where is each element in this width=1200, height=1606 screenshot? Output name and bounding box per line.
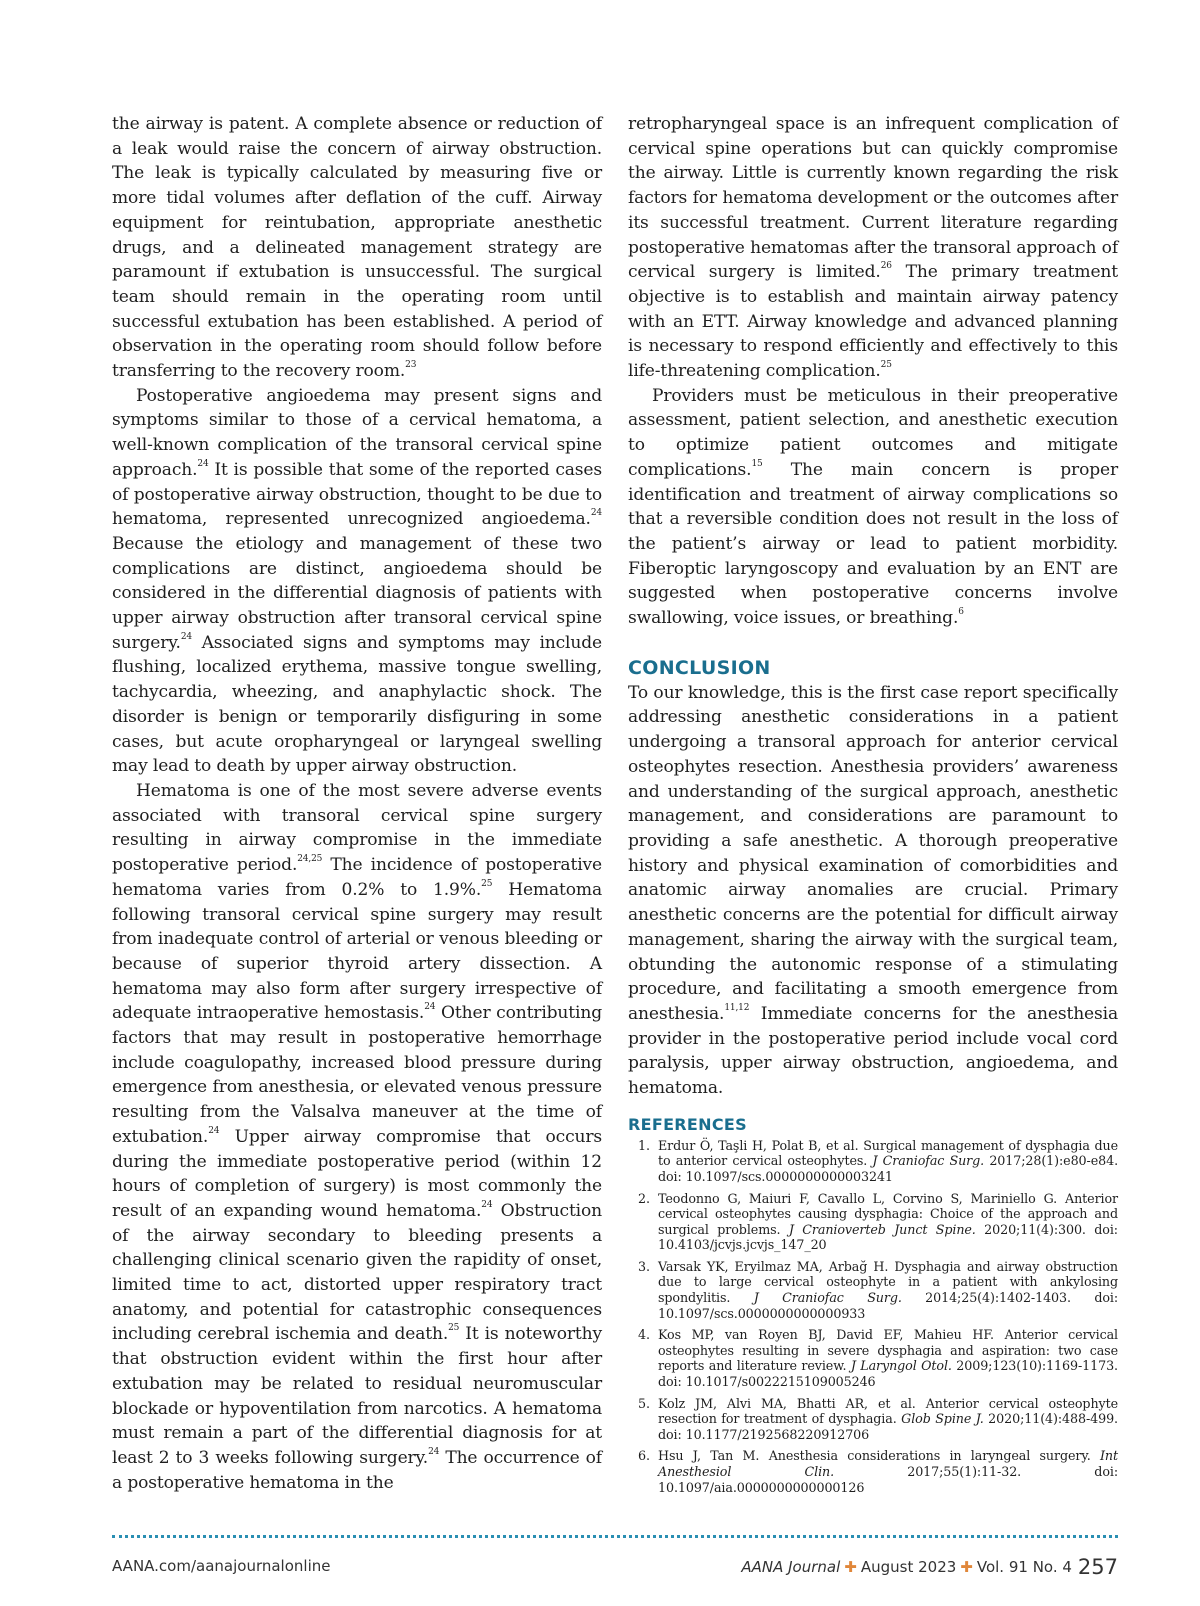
reference-journal: J Craniovertеb Junct Spine. [788, 1221, 976, 1237]
text-span: Providers must be meticulous in their preoperative assessment, patient selection, and anesthetic execution to optimize patient outcomes and mitigate complications. [628, 385, 1118, 480]
citation: 24 [208, 1125, 220, 1136]
citation: 25 [880, 360, 892, 371]
reference-text: Hsu J, Tan M. Anesthesia considerations in laryngeal surgery. [658, 1448, 1101, 1464]
reference-journal: J Craniofac Surg. [872, 1153, 985, 1169]
journal-name: AANA Journal [741, 1558, 841, 1576]
reference-item [628, 1259, 1118, 1321]
paragraph-hematoma [112, 779, 602, 1495]
left-column [112, 112, 602, 1495]
reference-details: 2017;55(1):11-32. doi: 10.1097/aia.0000000000000126 [658, 1464, 1118, 1495]
text-span: Immediate concerns for the anesthesia provider in the postoperative period include vocal cord paralysis, upper airway obstruction, angioedema, and hematoma. [628, 1003, 1118, 1099]
citation: 23 [405, 360, 417, 371]
volume-number: Vol. 91 No. 4 [976, 1558, 1072, 1576]
reference-number: 1. [638, 1137, 650, 1153]
reference-journal: Glob Spine J. [901, 1411, 984, 1427]
plus-icon: ✚ [960, 1558, 973, 1576]
text-span: It is noteworthy that obstruction evident within the first hour after extubation may be related to residual neuromuscular blockade or hypoventilation from narcotics. A hematoma must remain a part of the differential diagnosis for at least 2 to 3 weeks following surgery. [112, 1324, 602, 1468]
footer-divider [112, 1535, 1118, 1538]
text-span: Postoperative angioedema may present signs and symptoms similar to those of a cervical hematoma, a well-known complication of the transoral cervical spine approach. [112, 385, 602, 480]
citation: 11,12 [724, 1002, 750, 1013]
reference-text: Kos MP, van Royen BJ, David EF, Mahieu HF. Anterior cervical osteophytes resulting in severe dysphagia and aspiration: two case reports and literature review. [658, 1327, 1118, 1374]
text-span: Other contributing factors that may result in postoperative hemorrhage include coagulopathy, increased blood pressure during emergence from anesthesia, or elevated venous pressure resulting from the Valsalva maneuver at the time of extubation. [112, 1003, 602, 1147]
reference-list [628, 1138, 1118, 1495]
reference-details: 2009;123(10):1169-1173. doi: 10.1017/s0022215109005246 [658, 1358, 1118, 1390]
reference-item [628, 1138, 1118, 1185]
reference-journal: J Laryngol Otol. [850, 1358, 952, 1374]
citation: 24 [590, 508, 602, 519]
citation: 24 [180, 631, 192, 642]
reference-number: 4. [638, 1327, 650, 1343]
text-span: Hematoma is one of the most severe adverse events associated with transoral cervical spine surgery resulting in airway compromise in the immediate postoperative period. [112, 780, 602, 876]
text-span: To our knowledge, this is the first case report specifically addressing anesthetic considerations in a patient undergoing a transoral approach for anterior cervical osteophytes resection. Anesthesia providers’ awareness and understanding of the surgical approach, anesthetic management, and considerations are paramount to providing a safe anesthetic. A thorough preoperative history and physical examination of comorbidities and anatomic airway anomalies are crucial. Primary anesthetic concerns are the potential for difficult airway management, sharing the airway with the surgical team, obtunding the autonomic response of a stimulating procedure, and facilitating a smooth emergence from anesthesia. [628, 682, 1118, 1024]
journal-website-link[interactable]: AANA.com/aanajournalonline [112, 1557, 331, 1575]
citation: 24,25 [297, 854, 323, 865]
right-column [628, 112, 1118, 1501]
text-span: Because the etiology and management of these two complications are distinct, angioedema should be considered in the differential diagnosis of patients with upper airway obstruction after transoral cervical spine surgery. [112, 533, 602, 653]
text-span: the airway is patent. A complete absence or reduction of a leak would raise the concern of airway obstruction. The leak is typically calculated by measuring five or more tidal volumes after deflation of the cuff. Airway equipment for reintubation, appropriate anesthetic drugs, and a delineated management strategy are paramount if extubation is unsuccessful. The surgical team should remain in the operating room until successful extubation has been established. A period of observation in the operating room should follow before transferring to the recovery room. [112, 114, 602, 382]
reference-number: 2. [638, 1190, 650, 1206]
page-number: 257 [1077, 1555, 1118, 1579]
citation: 24 [428, 1446, 440, 1457]
reference-text: Teodonno G, Maiuri F, Cavallo L, Corvino S, Mariniello G. Anterior cervical osteophytes causing dysphagia: Choice of the approach and surgical problems. [658, 1190, 1118, 1237]
citation: 15 [751, 458, 763, 469]
citation: 24 [197, 458, 209, 469]
reference-journal: Int Anesthesiol Clin. [658, 1448, 1118, 1479]
footer-issue-info [741, 1555, 1118, 1579]
reference-item [628, 1327, 1118, 1389]
text-span: retropharyngeal space is an infrequent complication of cervical spine operations but can quickly compromise the airway. Little is currently known regarding the risk factors for hematoma development or the outcomes after its successful treatment. Current literature regarding postoperative hematomas after the transoral approach of cervical surgery is limited. [628, 114, 1118, 283]
page-footer [112, 1555, 1118, 1581]
reference-number: 3. [638, 1258, 650, 1274]
reference-item [628, 1396, 1118, 1443]
reference-details: 2017;28(1):e80-e84. doi: 10.1097/scs.0000000000003241 [658, 1153, 1119, 1184]
plus-icon: ✚ [844, 1558, 857, 1576]
text-span: Upper airway compromise that occurs during the immediate postoperative period (within 12 hours of completion of surgery) is most commonly the result of an expanding wound hematoma. [112, 1126, 602, 1221]
paragraph-conclusion [628, 681, 1118, 1101]
references-heading: REFERENCES [628, 1114, 747, 1134]
reference-details: 2020;11(4):300. doi: 10.4103/jcvjs.jcvjs_147_20 [658, 1221, 1118, 1253]
citation: 25 [448, 1323, 460, 1334]
text-span: It is possible that some of the reported cases of postoperative airway obstruction, thought to be due to hematoma, represented unrecognized angioedema. [112, 459, 602, 530]
reference-text: Kolz JM, Alvi MA, Bhatti AR, et al. Anterior cervical osteophyte resection for treatment of dysphagia. [658, 1395, 1118, 1427]
reference-journal: J Craniofac Surg. [753, 1290, 902, 1306]
citation: 6 [958, 607, 964, 618]
conclusion-heading: CONCLUSION [628, 656, 771, 679]
reference-item [628, 1191, 1118, 1253]
reference-number: 5. [638, 1395, 650, 1411]
reference-item [628, 1448, 1118, 1495]
paragraph-retropharyngeal [628, 112, 1118, 384]
reference-details: 2014;25(4):1402-1403. doi: 10.1097/scs.0000000000000933 [658, 1290, 1119, 1321]
citation: 24 [481, 1199, 493, 1210]
text-span: The primary treatment objective is to establish and maintain airway patency with an ETT. Airway knowledge and advanced planning is necessary to respond efficiently and effectively to this life-threatening complication. [628, 262, 1118, 382]
paragraph-providers [628, 384, 1118, 631]
citation: 24 [424, 1002, 436, 1013]
issue-date: August 2023 [860, 1558, 957, 1576]
text-span: Hematoma following transoral cervical spine surgery may result from inadequate control of arterial or venous bleeding or because of superior thyroid artery dissection. A hematoma may also form after surgery irrespective of adequate intraoperative hemostasis. [112, 879, 602, 1024]
reference-number: 6. [638, 1448, 650, 1464]
text-span: The incidence of postoperative hematoma varies from 0.2% to 1.9%. [112, 855, 602, 900]
text-span: The main concern is proper identification and treatment of airway complications so that a reversible condition does not result in the loss of the patient’s airway or lead to patient morbidity. Fiberoptic laryngoscopy and evaluation by an ENT are suggested when postoperative concerns involve swallowing, voice issues, or breathing. [628, 459, 1118, 629]
text-span: Obstruction of the airway secondary to bleeding presents a challenging clinical scenario given the rapidity of onset, limited time to act, distorted upper respiratory tract anatomy, and potential for catastrophic consequences including cerebral ischemia and death. [112, 1200, 603, 1345]
text-span: Associated signs and symptoms may include flushing, localized erythema, massive tongue swelling, tachycardia, wheezing, and anaphylactic shock. The disorder is benign or temporarily disfiguring in some cases, but acute oropharyngeal or laryngeal swelling may lead to death by upper airway obstruction. [112, 632, 602, 777]
text-span: The occurrence of a postoperative hematoma in the [112, 1447, 602, 1493]
reference-details: 2020;11(4):488-499. doi: 10.1177/2192568220912706 [658, 1411, 1118, 1442]
citation: 25 [481, 878, 493, 889]
reference-text: Varsak YK, Eryilmaz MA, Arbağ H. Dysphagia and airway obstruction due to large cervical osteophyte in a patient with ankylosing spondylitis. [658, 1258, 1118, 1306]
citation: 26 [880, 261, 892, 272]
paragraph-airway-leak [112, 112, 602, 384]
reference-text: Erdur Ö, Taşli H, Polat B, et al. Surgical management of dysphagia due to anterior cervical osteophytes. [658, 1137, 1118, 1169]
paragraph-angioedema [112, 384, 602, 779]
